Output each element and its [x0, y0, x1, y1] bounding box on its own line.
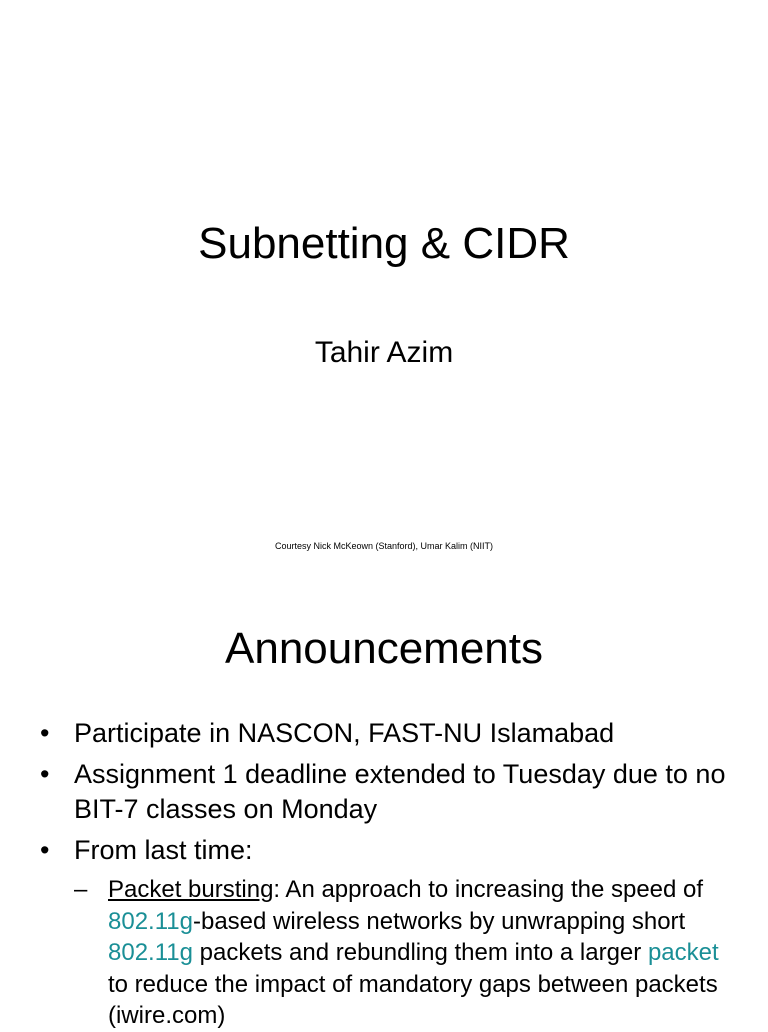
link-packet[interactable]: packet: [647, 939, 719, 966]
link-80211g[interactable]: 802.11g: [108, 939, 193, 966]
bullet-item: [40, 716, 740, 751]
bullet-list: [40, 716, 740, 1032]
bullet-icon: •: [40, 759, 50, 789]
sub-bullet-item: [74, 874, 728, 1032]
sub-text: : An approach to increasing the speed of: [273, 876, 704, 903]
sub-text: packets and rebundling them into a larger: [192, 939, 648, 966]
bullet-item: [40, 757, 740, 827]
courtesy-note: Courtesy Nick McKeown (Stanford), Umar Kalim (NIIT): [274, 541, 494, 551]
bullet-icon: •: [40, 835, 50, 865]
sub-text: to reduce the impact of mandatory gaps between packets (iwire.com): [108, 970, 718, 1029]
bullet-text: Participate in NASCON, FAST-NU Islamabad: [74, 718, 615, 748]
bullet-text: From last time:: [74, 835, 253, 865]
dash-icon: –: [74, 876, 88, 903]
bullet-icon: •: [40, 718, 50, 748]
term-link[interactable]: Packet bursting: [108, 876, 274, 903]
author-name: Tahir Azim: [314, 336, 454, 369]
announcements-slide: [0, 576, 768, 1029]
bullet-text: Assignment 1 deadline extended to Tuesday due to no BIT-7 classes on Monday: [74, 759, 726, 824]
slide-title: Subnetting & CIDR: [198, 219, 570, 268]
slide-title: Announcements: [225, 624, 543, 673]
link-80211g[interactable]: 802.11g: [108, 907, 193, 935]
bullet-item: [40, 833, 740, 868]
sub-text: -based wireless networks by unwrapping short: [192, 907, 686, 935]
